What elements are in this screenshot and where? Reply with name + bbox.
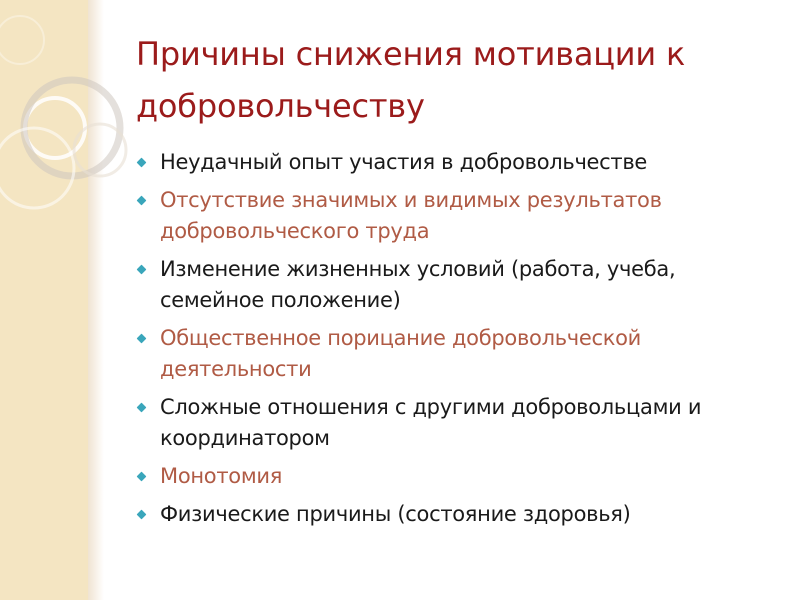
list-item-text: Общественное порицание добровольческой деятельности — [160, 326, 642, 381]
list-item-text: Физические причины (состояние здоровья) — [160, 502, 631, 526]
bullet-icon — [137, 265, 147, 275]
list-item — [136, 185, 776, 247]
list-item — [136, 461, 776, 492]
bullet-list — [136, 147, 776, 537]
list-item-text: Изменение жизненных условий (работа, учеба, семейное положение) — [160, 257, 676, 312]
bullet-icon — [137, 403, 147, 413]
bullet-icon — [137, 196, 147, 206]
bullet-icon — [137, 334, 147, 344]
list-item-text: Сложные отношения с другими добровольцами и координатором — [160, 395, 702, 450]
bullet-icon — [137, 158, 147, 168]
list-item-text: Отсутствие значимых и видимых результатов добровольческого труда — [160, 188, 662, 243]
decorative-circles-icon — [0, 0, 150, 240]
list-item — [136, 392, 776, 454]
list-item — [136, 254, 776, 316]
list-item — [136, 499, 776, 530]
slide-title: Причины снижения мотивации к добровольчеству — [136, 35, 686, 125]
bullet-icon — [137, 472, 147, 482]
list-item-text: Неудачный опыт участия в добровольчестве — [160, 150, 648, 174]
list-item — [136, 323, 776, 385]
list-item-text: Монотомия — [160, 464, 283, 488]
bullet-icon — [137, 510, 147, 520]
list-item — [136, 147, 776, 178]
